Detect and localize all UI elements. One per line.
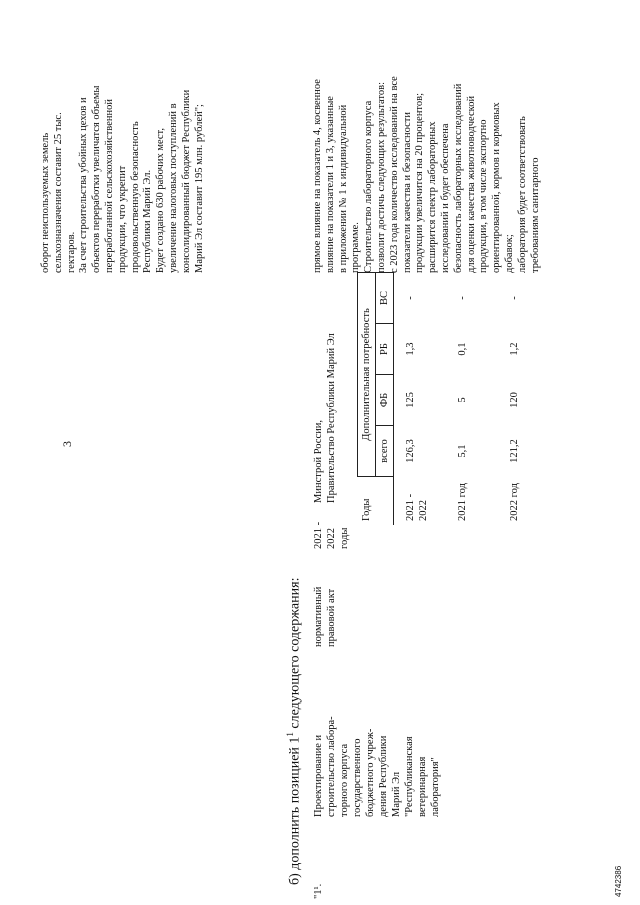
result-line: показатели качества и безопасности <box>401 112 413 273</box>
executor-line: Правительство Республики Марий Эл <box>326 333 337 503</box>
activity-name-line: лаборатория" <box>430 757 441 817</box>
continuation-line: За счет строительства убойных цехов и <box>78 97 90 273</box>
finance-header-years: Годы <box>358 477 394 526</box>
finance-cell: 126,3 <box>405 439 416 463</box>
page-number: 3 <box>60 441 74 447</box>
continuation-line: Марий Эл составит 195 млн. рублей"; <box>193 104 205 273</box>
row-number: "1¹. <box>313 883 324 899</box>
finance-row <box>394 273 447 526</box>
result-line: для оценки качества животноводческой <box>465 95 477 273</box>
result-line: продукции, в том числе экспортно <box>478 119 490 273</box>
finance-table <box>357 272 550 525</box>
finance-cell: 0,1 <box>457 342 468 356</box>
activity-name-line: Проектирование и <box>313 734 324 817</box>
activity-name <box>312 637 442 817</box>
finance-row <box>446 273 498 526</box>
activity-name-line: строительство лабора- <box>326 716 337 817</box>
continuation-line: гектаров. <box>65 231 77 273</box>
result-line: лаборатория будет соответствовать <box>516 116 528 273</box>
finance-cell: 1,2 <box>509 342 520 356</box>
continuation-line: Будет создано 630 рабочих мест, <box>155 128 167 273</box>
intro-suffix: следующего содержания: <box>287 577 303 733</box>
document-type <box>312 577 338 647</box>
intro-line <box>282 578 304 885</box>
result-line: ориентированной, кормов и кормовых <box>491 102 503 273</box>
result-line: расширится спектр лабораторных <box>427 121 439 273</box>
finance-cell: 120 <box>509 392 520 408</box>
years-line: 2021 - <box>313 521 324 549</box>
activity-name-line: торного корпуса <box>339 743 350 817</box>
finance-row-year: 2021 - 2022 <box>405 493 429 521</box>
finance-header-group: Дополнительная потребность <box>358 273 376 477</box>
years-line: годы <box>339 527 350 549</box>
finance-col-federal: ФБ <box>376 375 394 426</box>
activity-name-line: бюджетного учреж- <box>365 728 376 817</box>
continuation-line: объектов переработки увеличатся объемы <box>91 85 103 273</box>
finance-cell: 125 <box>405 392 416 408</box>
result-line: программе. <box>350 222 362 273</box>
document-code: 4742386 <box>614 865 623 897</box>
result-line: Строительство лабораторного корпуса <box>363 100 375 273</box>
activity-name-line: государственного <box>352 738 363 817</box>
continuation-line: Республики Марий Эл. <box>142 169 154 273</box>
finance-cell: - <box>509 296 520 300</box>
activity-name-line: Марий Эл <box>391 771 402 817</box>
finance-cell: 5 <box>457 397 468 403</box>
result-line: с 2023 года количество исследований на все <box>388 76 400 273</box>
intro-prefix: б) дополнить позицией 1 <box>287 736 303 885</box>
document-type-line: нормативный <box>313 586 324 647</box>
finance-cell: 1,3 <box>405 342 416 356</box>
result-line: требованиям санитарного <box>529 157 541 273</box>
finance-row <box>498 273 550 526</box>
finance-cell: - <box>405 296 416 300</box>
finance-cell: 5,1 <box>457 444 468 458</box>
activity-name-line: дения Республики <box>378 735 389 817</box>
executors <box>312 303 338 503</box>
continuation-line: увеличение налоговых поступлений в <box>167 103 179 273</box>
finance-row-year: 2021 год <box>457 483 468 521</box>
continuation-line: оборот неиспользуемых земель <box>40 132 51 273</box>
activity-name-line: "Республиканская <box>404 736 415 817</box>
result-line: продукции увеличится на 20 процентов; <box>414 92 426 273</box>
executor-line: Минстрой России, <box>313 420 324 503</box>
result-line: добавок; <box>503 234 515 273</box>
continuation-line: консолидированный бюджет Республики <box>180 89 192 273</box>
document-type-line: правовой акт <box>326 588 337 647</box>
finance-col-regional: РБ <box>376 324 394 375</box>
continuation-line: сельхозназначения составит 25 тыс. <box>52 112 64 273</box>
continuation-text <box>40 13 206 273</box>
result-line: позволит достичь следующих результатов: <box>375 81 387 273</box>
activity-name-line: ветеринарная <box>417 756 428 817</box>
result-line: в приложении № 1 к индивидуальной <box>337 104 349 273</box>
finance-col-extra: ВС <box>376 273 394 324</box>
finance-row-year: 2022 год <box>509 483 520 521</box>
result-line: прямое влияние на показатель 4, косвенное <box>312 79 323 273</box>
result-line: исследований и будет обеспечена <box>439 123 451 273</box>
result-line: влияние на показатели 1 и 3, указанные <box>324 96 336 273</box>
implementation-years <box>312 509 351 549</box>
finance-cell: - <box>457 296 468 300</box>
result-line: безопасность лабораторных исследований <box>452 83 464 273</box>
intro-superscript: 1 <box>285 732 295 737</box>
finance-col-total: всего <box>376 426 394 477</box>
continuation-line: продукции, что укрепит <box>116 165 128 273</box>
finance-cell: 121,2 <box>509 439 520 463</box>
years-line: 2022 <box>326 528 337 549</box>
continuation-line: переработанной сельскохозяйственной <box>103 99 115 273</box>
expected-results <box>312 11 542 273</box>
continuation-line: продовольственную безопасность <box>129 121 141 273</box>
